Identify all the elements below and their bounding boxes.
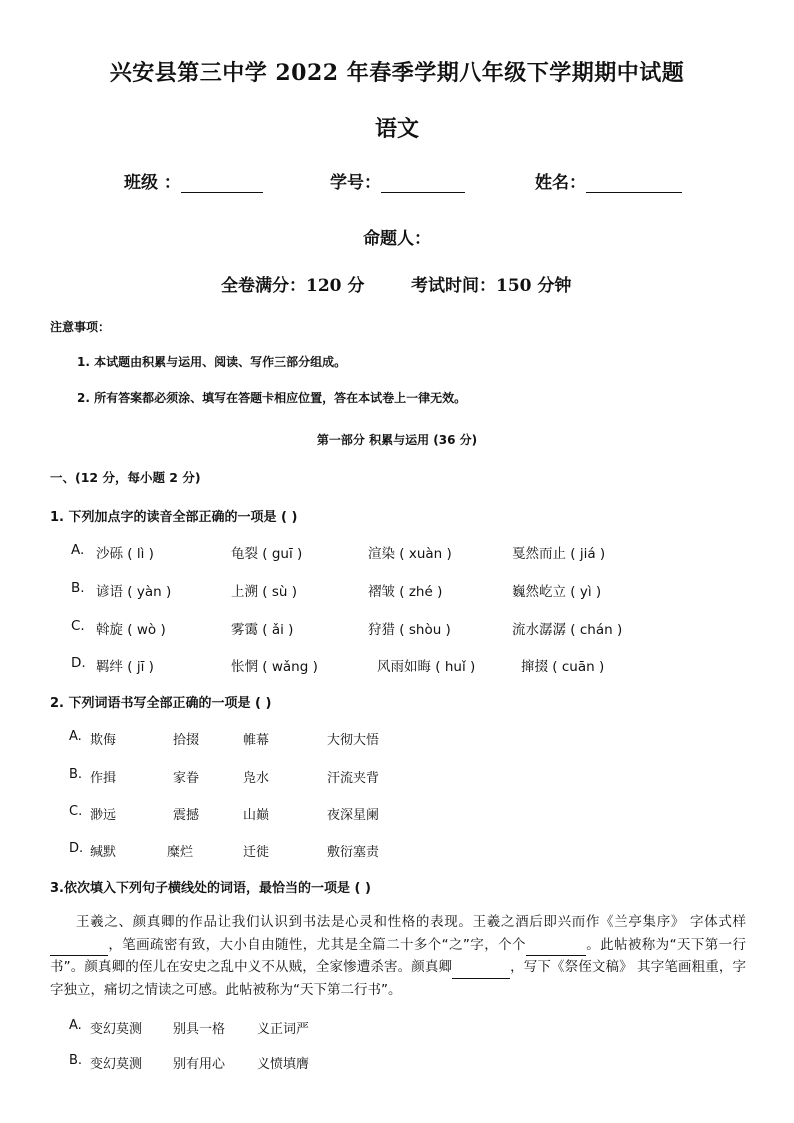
fill-blank	[452, 964, 510, 979]
q2-option-letter: B.	[69, 767, 83, 782]
q1-option-item: 流水潺潺 ( chán )	[512, 622, 623, 638]
exam-time: 考试时间：150 分钟	[411, 276, 572, 296]
q1-option-item: 羁绊 ( jī )	[96, 659, 154, 675]
fill-blank	[526, 941, 586, 956]
q1-option-letter: A.	[71, 542, 85, 558]
q2-option-item: 敷衍塞责	[327, 845, 380, 860]
q1-option-item: 上溯 ( sù )	[231, 584, 297, 600]
q2-option-item: 糜烂	[167, 845, 194, 860]
part-title: 第一部分 积累与运用 (36 分)	[316, 433, 478, 447]
q3-option-item: 义愤填膺	[257, 1057, 310, 1072]
q3-option-item: 别有用心	[173, 1057, 226, 1072]
q3-option-letter: A.	[69, 1018, 82, 1033]
q1-option-item: 沙砾 ( lì )	[96, 546, 154, 562]
passage-text: 。此帖被称为“天下第一行书”。颜真卿的侄儿在安史之乱中义不从贼，全家惨遭杀害。颜真卿	[50, 936, 746, 975]
question-2-stem: 2. 下列词语书写全部正确的一项是 ( )	[50, 696, 272, 711]
q1-option-item: 龟裂 ( guī )	[231, 546, 303, 562]
class-blank	[181, 174, 263, 193]
q3-option-item: 别具一格	[173, 1022, 226, 1037]
q1-option-item: 怅惘 ( wǎng )	[231, 659, 318, 675]
student-id-label: 学号：	[330, 173, 381, 193]
notice-item: 1. 本试题由积累与运用、阅读、写作三部分组成。	[77, 355, 347, 369]
passage-text: ，笔画疏密有致，大小自由随性，尤其是全篇二十多个“之”字，个个	[108, 936, 526, 953]
q2-option-letter: A.	[69, 729, 82, 744]
q1-option-item: 巍然屹立 ( yì )	[512, 584, 602, 600]
q2-option-item: 震撼	[173, 808, 200, 823]
q1-option-letter: B.	[71, 580, 85, 596]
class-field	[124, 168, 263, 193]
q1-option-item: 褶皱 ( zhé )	[368, 584, 443, 600]
q1-option-item: 雾霭 ( ǎi )	[231, 622, 294, 638]
notice-item: 2. 所有答案都必须涂、填写在答题卡相应位置，答在本试卷上一律无效。	[77, 391, 467, 405]
q2-option-item: 夜深星阑	[327, 808, 380, 823]
q2-option-item: 迁徙	[243, 845, 270, 860]
exam-title: 兴安县第三中学 2022 年春季学期八年级下学期期中试题	[109, 60, 685, 86]
q1-option-item: 戛然而止 ( jiá )	[512, 546, 606, 562]
question-3-passage	[50, 911, 746, 1001]
q2-option-item: 拾掇	[173, 733, 200, 748]
name-blank	[586, 174, 682, 193]
name-field	[535, 168, 682, 193]
q1-option-item: 斡旋 ( wò )	[96, 622, 166, 638]
question-1-stem: 1. 下列加点字的读音全部正确的一项是 ( )	[50, 510, 298, 525]
q1-option-letter: C.	[71, 618, 85, 634]
q2-option-item: 渺远	[90, 808, 117, 823]
q2-option-item: 大彻大悟	[327, 733, 380, 748]
q1-option-letter: D.	[71, 655, 86, 671]
q3-option-item: 变幻莫测	[90, 1057, 143, 1072]
full-score: 全卷满分：120 分	[221, 276, 365, 296]
q1-option-item: 狩猎 ( shòu )	[368, 622, 451, 638]
fill-blank	[50, 941, 108, 956]
q3-option-item: 义正词严	[257, 1022, 310, 1037]
notice-heading: 注意事项：	[50, 320, 111, 334]
q2-option-item: 缄默	[90, 845, 117, 860]
q2-option-item: 帷幕	[243, 733, 270, 748]
q2-option-letter: C.	[69, 804, 83, 819]
author-label: 命题人：	[363, 229, 431, 249]
q2-option-item: 汗流夹背	[327, 771, 380, 786]
q2-option-item: 作揖	[90, 771, 117, 786]
class-label: 班级 ：	[124, 173, 181, 193]
section-heading: 一、(12 分，每小题 2 分)	[50, 470, 201, 485]
q1-option-item: 风雨如晦 ( huǐ )	[377, 659, 476, 675]
q3-option-item: 变幻莫测	[90, 1022, 143, 1037]
passage-text: ，写下《祭侄文稿》 其字笔画粗重，字字独立，痛切之情读之可感。此帖被称为“天下第二行书”。	[50, 959, 746, 998]
passage-text: 王羲之、颜真卿的作品让我们认识到书法是心灵和性格的表现。王羲之酒后即兴而作《兰亭集序》 字体式样	[76, 914, 746, 930]
q2-option-item: 凫水	[243, 771, 270, 786]
q1-option-item: 渲染 ( xuàn )	[368, 546, 452, 562]
student-id-field	[330, 168, 465, 193]
q2-option-item: 家眷	[173, 771, 200, 786]
name-label: 姓名：	[535, 173, 586, 193]
q3-option-letter: B.	[69, 1053, 83, 1068]
q2-option-letter: D.	[69, 841, 84, 856]
student-id-blank	[381, 174, 465, 193]
question-3-stem: 3.依次填入下列句子横线处的词语，最恰当的一项是 ( )	[50, 881, 371, 896]
q1-option-item: 撺掇 ( cuān )	[521, 659, 605, 675]
q2-option-item: 欺侮	[90, 733, 117, 748]
subject-title: 语文	[374, 116, 419, 142]
q2-option-item: 山巅	[243, 808, 270, 823]
q1-option-item: 谚语 ( yàn )	[96, 584, 172, 600]
